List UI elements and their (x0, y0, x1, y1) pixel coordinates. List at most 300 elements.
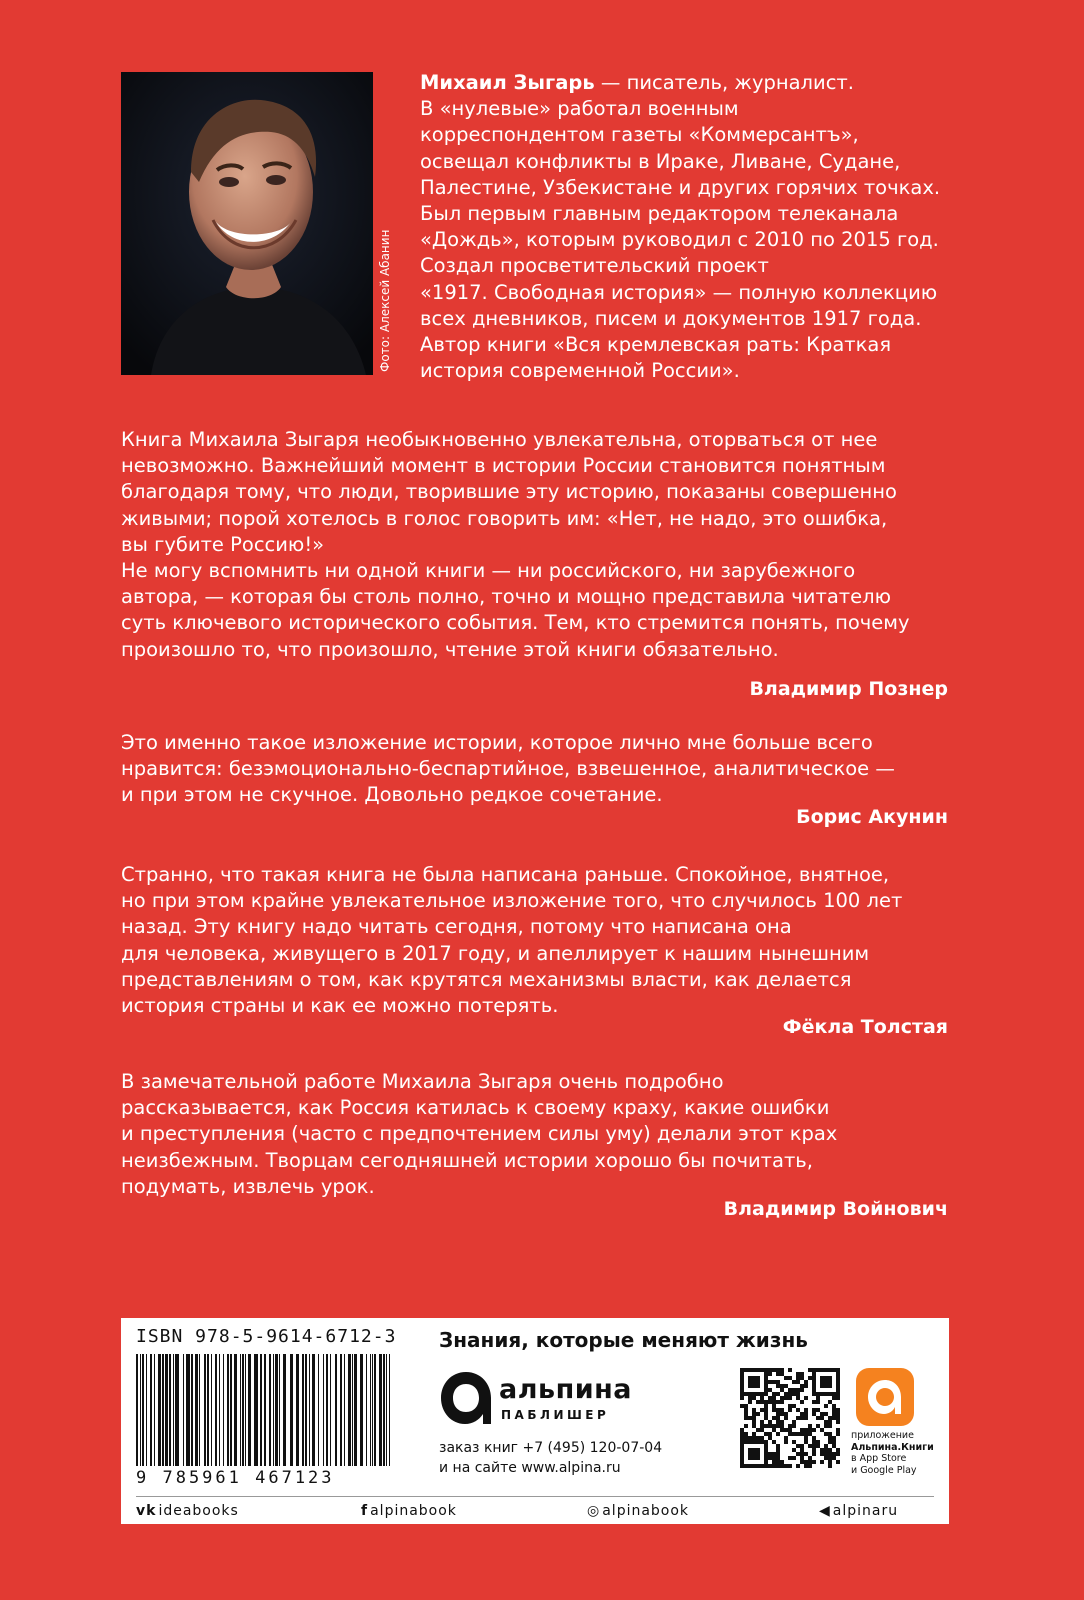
review-quote (121, 862, 902, 1019)
qr-module (824, 1432, 828, 1436)
qr-module (836, 1392, 840, 1396)
qr-module (744, 1408, 748, 1412)
barcode-bar (318, 1354, 319, 1466)
quote-line: нравится: безэмоционально-беспартийное, взвешенное, аналитическое — (121, 757, 895, 781)
qr-module (752, 1408, 756, 1412)
publisher-subtitle: ПАБЛИШЕР (501, 1408, 610, 1422)
qr-module (820, 1392, 824, 1396)
qr-module (824, 1404, 828, 1408)
qr-module (828, 1392, 832, 1396)
qr-module (740, 1368, 744, 1372)
barcode-bar (186, 1354, 190, 1466)
qr-module (812, 1388, 816, 1392)
qr-module (796, 1376, 800, 1380)
qr-module (772, 1396, 776, 1400)
qr-module (816, 1444, 820, 1448)
qr-module (764, 1440, 768, 1444)
qr-module (752, 1436, 756, 1440)
qr-module (764, 1400, 768, 1404)
qr-module (764, 1456, 768, 1460)
barcode-bar (242, 1354, 244, 1466)
qr-module (756, 1436, 760, 1440)
qr-module (836, 1428, 840, 1432)
qr-module (748, 1456, 752, 1460)
qr-module (792, 1404, 796, 1408)
qr-module (756, 1400, 760, 1404)
quote-line: рассказывается, как Россия катилась к своему краху, какие ошибки (121, 1096, 830, 1120)
qr-module (772, 1404, 776, 1408)
qr-module (836, 1396, 840, 1400)
qr-module (780, 1400, 784, 1404)
qr-module (796, 1452, 800, 1456)
bio-line: Создал просветительский проект (420, 254, 769, 278)
qr-module (744, 1412, 748, 1416)
social-instagram: ◎ alpinabook (587, 1503, 690, 1519)
qr-module (780, 1388, 784, 1392)
qr-module (828, 1460, 832, 1464)
qr-module (780, 1464, 784, 1468)
quote-line: Книга Михаила Зыгаря необыкновенно увлекательна, оторваться от нее (121, 428, 878, 451)
qr-module (824, 1412, 828, 1416)
qr-module (832, 1436, 836, 1440)
qr-module (748, 1416, 752, 1420)
qr-module (836, 1376, 840, 1380)
qr-module (800, 1384, 804, 1388)
qr-module (740, 1444, 744, 1448)
qr-module (772, 1380, 776, 1384)
qr-module (800, 1460, 804, 1464)
qr-module (744, 1416, 748, 1420)
barcode-bar (372, 1354, 373, 1466)
qr-module (784, 1392, 788, 1396)
qr-module (796, 1408, 800, 1412)
qr-module (812, 1440, 816, 1444)
qr-module (792, 1420, 796, 1424)
qr-module (768, 1380, 772, 1384)
qr-module (776, 1444, 780, 1448)
author-name: Михаил Зыгарь (420, 71, 595, 94)
bio-line: Автор книги «Вся кремлевская рать: Краткая (420, 333, 892, 357)
barcode-bar (234, 1354, 237, 1466)
qr-module (748, 1368, 752, 1372)
qr-module (804, 1412, 808, 1416)
social-telegram: ◀ alpinaru (819, 1503, 899, 1519)
barcode-bar (296, 1354, 299, 1466)
qr-module (784, 1436, 788, 1440)
qr-module (748, 1464, 752, 1468)
qr-module (740, 1380, 744, 1384)
barcode-bar (348, 1354, 351, 1466)
qr-module (816, 1368, 820, 1372)
qr-module (836, 1372, 840, 1376)
qr-module (836, 1384, 840, 1388)
bio-line: «Дождь», которым руководил с 2010 по 2015 год. (420, 228, 939, 252)
qr-module (788, 1388, 792, 1392)
qr-module (816, 1396, 820, 1400)
qr-module (800, 1372, 804, 1376)
barcode-bar (273, 1354, 274, 1466)
qr-module (804, 1428, 808, 1432)
qr-module (804, 1416, 808, 1420)
barcode-bar (165, 1354, 168, 1466)
qr-module (764, 1448, 768, 1452)
qr-module (812, 1444, 816, 1448)
qr-module (828, 1400, 832, 1404)
qr-module (760, 1424, 764, 1428)
qr-module (792, 1448, 796, 1452)
qr-module (764, 1452, 768, 1456)
barcode-bar (240, 1354, 241, 1466)
qr-module (836, 1420, 840, 1424)
quote-line: неизбежным. Творцам сегодняшней истории хорошо бы почитать, (121, 1148, 814, 1172)
qr-module (812, 1448, 816, 1452)
qr-module (764, 1380, 768, 1384)
social-vk: vk ideabooks (136, 1503, 239, 1519)
qr-module (764, 1376, 768, 1380)
qr-module (820, 1452, 824, 1456)
qr-module (828, 1436, 832, 1440)
qr-module (820, 1448, 824, 1452)
barcode-bar (360, 1354, 363, 1466)
qr-module (828, 1384, 832, 1388)
barcode-bar (370, 1354, 371, 1466)
quote-author: Владимир Познер (749, 678, 948, 700)
qr-module (780, 1396, 784, 1400)
qr-module (816, 1408, 820, 1412)
order-phone: заказ книг +7 (495) 120-07-04 (439, 1440, 663, 1456)
qr-module (804, 1460, 808, 1464)
qr-module (804, 1440, 808, 1444)
qr-module (764, 1404, 768, 1408)
bio-line: Был первым главным редактором телеканала (420, 202, 899, 226)
quote-line: Не могу вспомнить ни одной книги — ни российского, ни зарубежного (121, 559, 856, 583)
publisher-strip (121, 1318, 949, 1524)
qr-module (796, 1396, 800, 1400)
qr-module (808, 1376, 812, 1380)
qr-module (828, 1420, 832, 1424)
bio-line: «1917. Свободная история» — полную коллекцию (420, 280, 938, 304)
barcode-bar (219, 1354, 220, 1466)
qr-module (804, 1408, 808, 1412)
barcode-bar (199, 1354, 200, 1466)
qr-module (768, 1464, 772, 1468)
qr-module (824, 1424, 828, 1428)
qr-module (792, 1388, 796, 1392)
review-quote (121, 427, 910, 663)
author-photo (121, 72, 373, 375)
barcode-bar (248, 1354, 251, 1466)
qr-module (768, 1424, 772, 1428)
qr-module (756, 1392, 760, 1396)
bio-line: корреспондентом газеты «Коммерсантъ», (420, 123, 859, 147)
qr-module (784, 1440, 788, 1444)
qr-module (776, 1448, 780, 1452)
barcode-bar (264, 1354, 266, 1466)
quote-line: живыми; порой хотелось в голос говорить им: «Нет, не надо, это ошибка, (121, 506, 888, 530)
barcode-bar (269, 1354, 271, 1466)
barcode-bar (162, 1354, 164, 1466)
qr-module (740, 1376, 744, 1380)
barcode-bar (173, 1354, 174, 1466)
barcode-bar (227, 1354, 229, 1466)
vk-icon: vk (136, 1503, 157, 1519)
qr-module (788, 1368, 792, 1372)
facebook-icon: f (361, 1503, 369, 1519)
qr-module (812, 1368, 816, 1372)
qr-module (752, 1452, 756, 1456)
qr-module (760, 1464, 764, 1468)
qr-module (832, 1412, 836, 1416)
qr-module (772, 1416, 776, 1420)
qr-module (796, 1464, 800, 1468)
qr-module (752, 1368, 756, 1372)
quote-line: В замечательной работе Михаила Зыгаря очень подробно (121, 1070, 724, 1093)
barcode-bar (352, 1354, 353, 1466)
qr-code (740, 1368, 840, 1468)
qr-module (828, 1376, 832, 1380)
qr-module (748, 1452, 752, 1456)
qr-module (824, 1392, 828, 1396)
barcode-bar (169, 1354, 171, 1466)
qr-module (752, 1416, 756, 1420)
instagram-icon: ◎ (587, 1503, 601, 1519)
qr-module (832, 1404, 836, 1408)
qr-module (820, 1412, 824, 1416)
qr-module (752, 1412, 756, 1416)
quote-line: произошло то, что произошло, чтение этой книги обязательно. (121, 637, 779, 661)
qr-module (812, 1376, 816, 1380)
qr-module (776, 1452, 780, 1456)
quote-line: но при этом крайне увлекательное изложение того, что случилось 100 лет (121, 889, 903, 913)
barcode-bar (191, 1354, 193, 1466)
quote-line: невозможно. Важнейший момент в истории России становится понятным (121, 454, 886, 478)
qr-module (776, 1408, 780, 1412)
publisher-tagline: Знания, которые меняют жизнь (439, 1328, 808, 1352)
barcode-bar (211, 1354, 212, 1466)
qr-module (780, 1460, 784, 1464)
barcode-bar (154, 1354, 155, 1466)
qr-module (752, 1464, 756, 1468)
photo-credit: Фото: Алексей Абанин (378, 229, 392, 372)
qr-module (788, 1408, 792, 1412)
barcode-bar (142, 1354, 144, 1466)
qr-module (824, 1384, 828, 1388)
qr-module (800, 1444, 804, 1448)
bio-line: история современной России». (420, 359, 740, 383)
qr-module (800, 1456, 804, 1460)
quote-line: для человека, живущего в 2017 году, и апеллирует к нашим нынешним (121, 941, 870, 965)
barcode-bar (275, 1354, 278, 1466)
qr-module (832, 1456, 836, 1460)
barcode-bar (335, 1354, 337, 1466)
qr-module (812, 1408, 816, 1412)
qr-module (740, 1440, 744, 1444)
qr-module (832, 1368, 836, 1372)
qr-module (832, 1416, 836, 1420)
qr-module (764, 1408, 768, 1412)
qr-module (832, 1452, 836, 1456)
qr-module (764, 1460, 768, 1464)
review-quote (121, 1069, 837, 1200)
qr-module (740, 1456, 744, 1460)
qr-module (768, 1372, 772, 1376)
qr-module (836, 1432, 840, 1436)
qr-module (744, 1392, 748, 1396)
qr-module (836, 1380, 840, 1384)
barcode-bar (204, 1354, 206, 1466)
qr-module (756, 1456, 760, 1460)
barcode-bar (309, 1354, 310, 1466)
qr-module (780, 1408, 784, 1412)
qr-module (816, 1416, 820, 1420)
barcode-bar (146, 1354, 147, 1466)
qr-module (740, 1388, 744, 1392)
qr-module (764, 1384, 768, 1388)
qr-module (740, 1396, 744, 1400)
review-quote (121, 730, 895, 809)
quote-line: представлениям о том, как крутятся механизмы власти, как делается (121, 967, 852, 991)
qr-module (744, 1432, 748, 1436)
qr-module (748, 1376, 752, 1380)
qr-module (768, 1432, 772, 1436)
qr-module (800, 1432, 804, 1436)
isbn-text: ISBN 978-5-9614-6712-3 (136, 1326, 397, 1347)
qr-module (776, 1380, 780, 1384)
qr-module (832, 1396, 836, 1400)
qr-module (804, 1436, 808, 1440)
qr-module (820, 1368, 824, 1372)
qr-module (832, 1440, 836, 1444)
qr-module (796, 1416, 800, 1420)
qr-module (828, 1368, 832, 1372)
qr-module (752, 1440, 756, 1444)
qr-module (800, 1400, 804, 1404)
qr-module (772, 1440, 776, 1444)
barcode-bar (260, 1354, 262, 1466)
qr-module (796, 1372, 800, 1376)
barcode-bar (279, 1354, 280, 1466)
qr-module (764, 1368, 768, 1372)
qr-module (808, 1424, 812, 1428)
telegram-icon: ◀ (819, 1503, 831, 1519)
qr-module (824, 1452, 828, 1456)
qr-module (792, 1424, 796, 1428)
qr-module (772, 1464, 776, 1468)
qr-module (760, 1420, 764, 1424)
barcode-bar (389, 1354, 390, 1466)
qr-module (772, 1428, 776, 1432)
qr-module (800, 1452, 804, 1456)
qr-module (800, 1416, 804, 1420)
qr-module (808, 1444, 812, 1448)
qr-module (748, 1396, 752, 1400)
qr-module (780, 1368, 784, 1372)
qr-module (764, 1444, 768, 1448)
quote-line: вы губите Россию!» (121, 532, 325, 556)
barcode-bar (305, 1354, 307, 1466)
qr-module (784, 1416, 788, 1420)
barcode-bar (223, 1354, 224, 1466)
qr-module (760, 1428, 764, 1432)
qr-module (768, 1388, 772, 1392)
publisher-logo (439, 1370, 639, 1430)
qr-module (808, 1460, 812, 1464)
barcode-bar (283, 1354, 286, 1466)
barcode-bar (215, 1354, 217, 1466)
qr-module (804, 1384, 808, 1388)
qr-module (800, 1428, 804, 1432)
qr-module (788, 1376, 792, 1380)
qr-module (772, 1456, 776, 1460)
qr-module (752, 1448, 756, 1452)
qr-module (812, 1400, 816, 1404)
quote-author: Борис Акунин (796, 806, 948, 828)
barcode-bar (302, 1354, 304, 1466)
quote-author: Фёкла Толстая (782, 1016, 948, 1038)
qr-module (820, 1384, 824, 1388)
qr-module (836, 1368, 840, 1372)
qr-module (808, 1368, 812, 1372)
qr-module (792, 1432, 796, 1436)
qr-module (800, 1388, 804, 1392)
barcode-bar (150, 1354, 152, 1466)
barcode-bar (379, 1354, 382, 1466)
qr-module (828, 1432, 832, 1436)
qr-module (836, 1460, 840, 1464)
qr-module (824, 1376, 828, 1380)
qr-module (812, 1436, 816, 1440)
qr-module (832, 1408, 836, 1412)
bio-line: В «нулевые» работал военным (420, 97, 739, 121)
qr-module (748, 1436, 752, 1440)
qr-module (740, 1448, 744, 1452)
qr-module (764, 1388, 768, 1392)
qr-module (756, 1452, 760, 1456)
qr-module (740, 1436, 744, 1440)
qr-module (772, 1392, 776, 1396)
qr-module (772, 1408, 776, 1412)
qr-module (784, 1464, 788, 1468)
qr-module (752, 1396, 756, 1400)
qr-module (764, 1432, 768, 1436)
quote-line: и преступления (часто с предпочтением силы уму) делали этот крах (121, 1122, 838, 1146)
qr-module (780, 1372, 784, 1376)
qr-module (780, 1384, 784, 1388)
barcode-bar (340, 1354, 342, 1466)
bio-line: Михаил Зыгарь — писатель, журналист. (420, 71, 854, 94)
barcode (136, 1354, 396, 1466)
qr-module (784, 1396, 788, 1400)
author-bio (420, 70, 1020, 384)
barcode-bar (290, 1354, 293, 1466)
qr-module (752, 1456, 756, 1460)
qr-module (812, 1384, 816, 1388)
qr-module (808, 1428, 812, 1432)
qr-module (752, 1376, 756, 1380)
qr-module (744, 1424, 748, 1428)
qr-module (800, 1412, 804, 1416)
qr-module (756, 1376, 760, 1380)
qr-module (768, 1436, 772, 1440)
publisher-name: альпина (499, 1374, 633, 1405)
qr-module (808, 1432, 812, 1436)
qr-module (832, 1444, 836, 1448)
qr-module (836, 1448, 840, 1452)
qr-module (808, 1456, 812, 1460)
social-facebook: f alpinabook (361, 1503, 457, 1519)
qr-module (740, 1428, 744, 1432)
barcode-bar (386, 1354, 387, 1466)
